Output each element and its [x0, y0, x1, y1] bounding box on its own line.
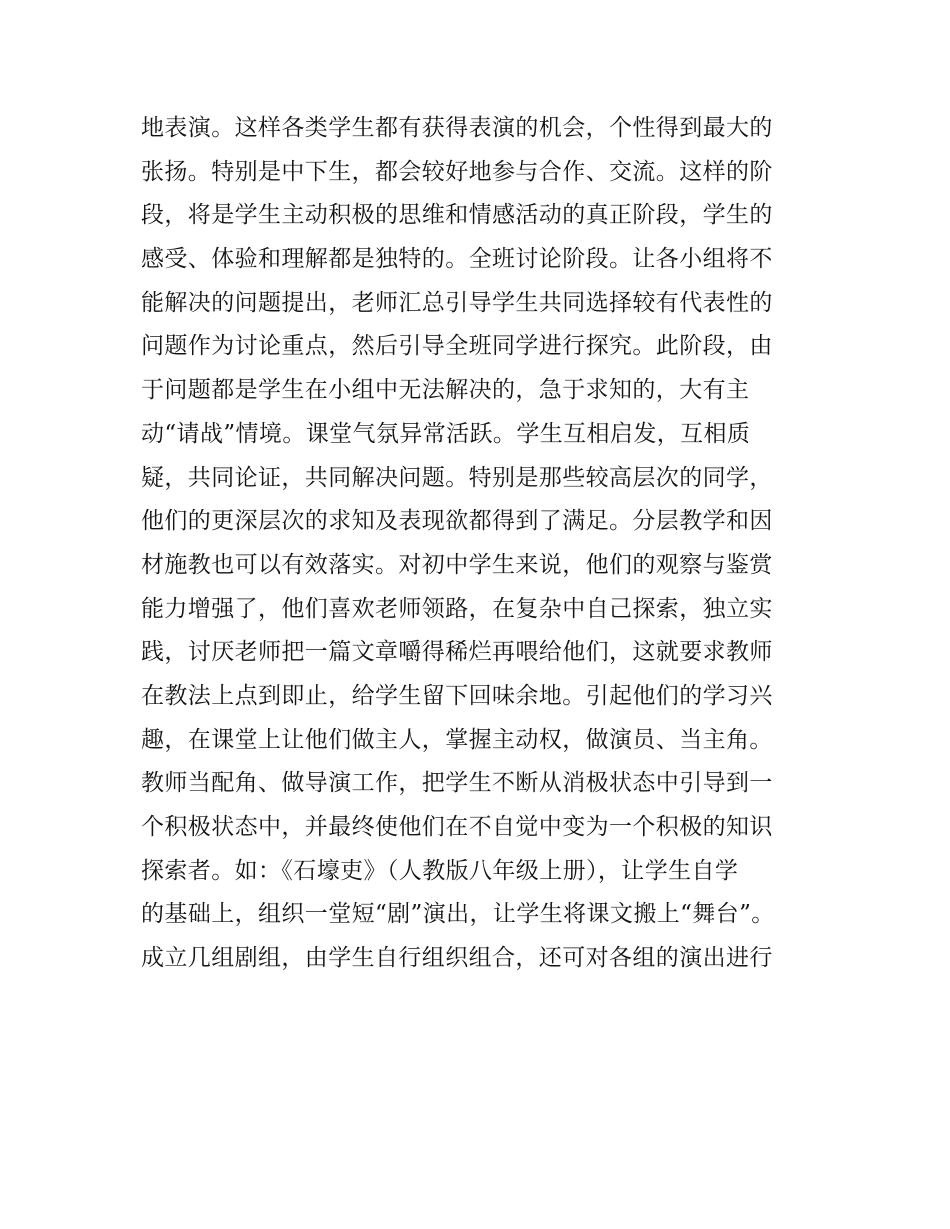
text-line: 能解决的问题提出，老师汇总引导学生共同选择较有代表性的: [141, 289, 773, 316]
text-line: 于问题都是学生在小组中无法解决的，急于求知的，大有主: [141, 377, 750, 404]
text-line: 能力增强了，他们喜欢老师领路，在复杂中自己探索，独立实: [141, 595, 773, 622]
text-line: 践，讨厌老师把一篇文章嚼得稀烂再喂给他们，这就要求教师: [141, 639, 773, 666]
text-line: 材施教也可以有效落实。对初中学生来说，他们的观察与鉴赏: [141, 551, 773, 578]
text-line: 探索者。如：《石壕吏》（人教版八年级上册），让学生自学: [141, 857, 739, 884]
text-line: 地表演。这样各类学生都有获得表演的机会，个性得到最大的: [141, 115, 773, 141]
text-line: 个积极状态中，并最终使他们在不自觉中变为一个积极的知识: [141, 814, 773, 840]
text-line: 他们的更深层次的求知及表现欲都得到了满足。分层教学和因: [141, 508, 773, 535]
text-line: 教师当配角、做导演工作，把学生不断从消极状态中引导到一: [141, 770, 773, 797]
body-text: [141, 107, 821, 981]
text-line: 趣，在课堂上让他们做主人，掌握主动权，做演员、当主角。: [141, 726, 773, 753]
text-line: 感受、体验和理解都是独特的。全班讨论阶段。让各小组将不: [141, 246, 773, 273]
text-line: 问题作为讨论重点，然后引导全班同学进行探究。此阶段，由: [141, 333, 773, 360]
text-line: 张扬。特别是中下生，都会较好地参与合作、交流。这样的阶: [141, 158, 773, 185]
text-line: 段，将是学生主动积极的思维和情感活动的真正阶段，学生的: [141, 202, 773, 229]
text-line: 成立几组剧组，由学生自行组织组合，还可对各组的演出进行: [141, 945, 773, 972]
text-line: 动“请战”情境。课堂气氛异常活跃。学生互相启发，互相质: [141, 420, 751, 447]
text-line: 疑，共同论证，共同解决问题。特别是那些较高层次的同学，: [141, 464, 773, 491]
text-line: 的基础上，组织一堂短“剧”演出，让学生将课文搬上“舞台”。: [141, 901, 775, 928]
text-line: 在教法上点到即止，给学生留下回味余地。引起他们的学习兴: [141, 682, 773, 709]
